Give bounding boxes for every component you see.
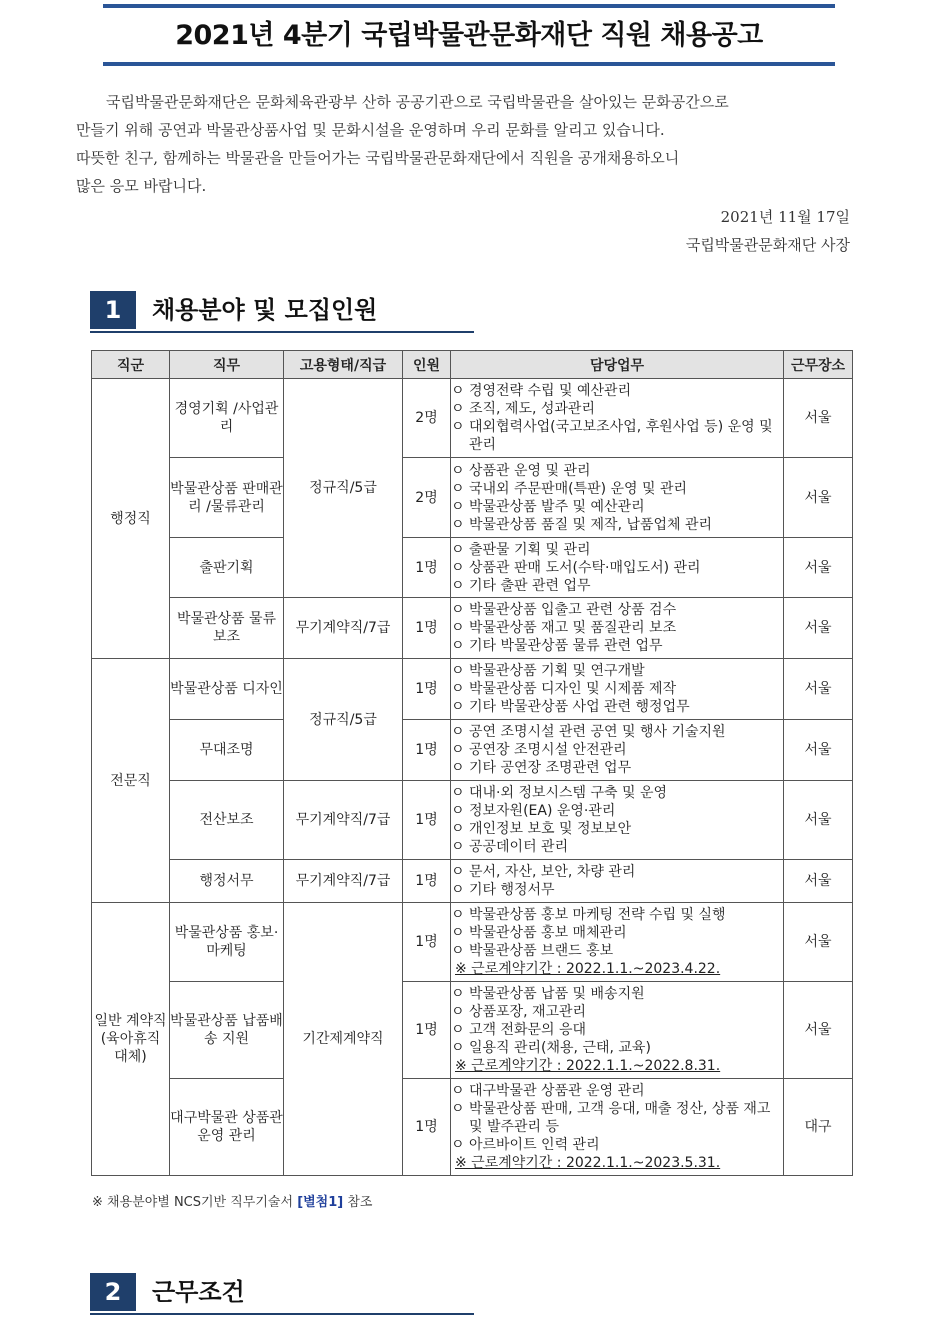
job-cell: 대구박물관 상품관 운영 관리	[170, 1079, 284, 1176]
header-duties: 담당업무	[451, 351, 784, 379]
place-cell: 서울	[784, 458, 853, 538]
group-cell: 전문직	[92, 659, 170, 903]
employment-cell: 기간제계약직	[284, 903, 403, 1176]
count-cell: 2명	[403, 458, 451, 538]
contract-period-note: ※ 근로계약기간 : 2022.1.1.~2023.5.31.	[455, 1155, 721, 1171]
table-header-row	[92, 351, 853, 379]
duty-item: ㅇ 기타 공연장 조명관련 업무	[451, 760, 632, 776]
duty-item: ㅇ 박물관상품 판매, 고객 응대, 매출 정산, 상품 재고 및 발주관리 등	[451, 1101, 771, 1135]
section-1-heading	[90, 291, 474, 335]
footnote-suffix: 참조	[347, 1195, 373, 1210]
employment-cell: 무기계약직/7급	[284, 860, 403, 903]
duty-item: ㅇ 기타 박물관상품 물류 관련 업무	[451, 638, 663, 654]
duty-item: ㅇ 박물관상품 재고 및 품질관리 보조	[451, 620, 677, 636]
table-row	[92, 860, 853, 903]
job-cell: 행정서무	[170, 860, 284, 903]
count-cell: 1명	[403, 659, 451, 720]
duty-item: ㅇ 고객 전화문의 응대	[451, 1022, 587, 1038]
place-cell: 서울	[784, 379, 853, 458]
section-underline	[90, 331, 474, 333]
employment-cell: 무기계약직/7급	[284, 598, 403, 659]
place-cell: 서울	[784, 720, 853, 781]
count-cell: 1명	[403, 903, 451, 982]
job-cell: 박물관상품 물류 보조	[170, 598, 284, 659]
intro-line: 만들기 위해 공연과 박물관상품사업 및 문화시설을 운영하며 우리 문화를 알리고 있습니다.	[76, 121, 665, 139]
page-title: 2021년 4분기 국립박물관문화재단 직원 채용공고	[175, 20, 763, 51]
table-row	[92, 1079, 853, 1176]
intro-line: 많은 응모 바랍니다.	[76, 177, 207, 195]
duty-item: ㅇ 대외협력사업(국고보조사업, 후원사업 등) 운영 및 관리	[451, 419, 773, 453]
duties-cell	[451, 379, 784, 458]
group-cell: 일반 계약직 (육아휴직 대체)	[92, 903, 170, 1176]
duty-item: ㅇ 공공데이터 관리	[451, 839, 569, 855]
duty-item: ㅇ 박물관상품 발주 및 예산관리	[451, 498, 645, 515]
duties-cell	[451, 598, 784, 659]
duty-item: ㅇ 기타 출판 관련 업무	[451, 577, 591, 594]
section-title: 채용분야 및 모집인원	[152, 296, 378, 324]
duty-item: ㅇ 출판물 기획 및 관리	[451, 541, 591, 558]
duty-item: ㅇ 공연 조명시설 관련 공연 및 행사 기술지원	[451, 724, 726, 740]
section-number: 1	[90, 291, 136, 329]
count-cell: 1명	[403, 598, 451, 659]
place-cell: 서울	[784, 860, 853, 903]
table-row	[92, 598, 853, 659]
intro-paragraph	[76, 88, 851, 200]
duty-item: ㅇ 일용직 관리(채용, 근태, 교육)	[451, 1040, 651, 1056]
table-row	[92, 538, 853, 598]
header-place: 근무장소	[784, 351, 853, 379]
duty-item: ㅇ 박물관상품 브랜드 홍보	[451, 943, 614, 959]
duty-item: ㅇ 정보자원(EA) 운영·관리	[451, 803, 616, 819]
job-cell: 박물관상품 판매관리 /물류관리	[170, 458, 284, 538]
place-cell: 서울	[784, 781, 853, 860]
duty-item: ㅇ 상품관 운영 및 관리	[451, 462, 591, 479]
job-cell: 전산보조	[170, 781, 284, 860]
count-cell: 1명	[403, 982, 451, 1079]
duties-cell	[451, 458, 784, 538]
duty-item: ㅇ 박물관상품 품질 및 제작, 납품업체 관리	[451, 516, 713, 533]
footnote-prefix: ※ 채용분야별 NCS기반 직무기술서	[92, 1195, 294, 1210]
job-cell: 무대조명	[170, 720, 284, 781]
count-cell: 1명	[403, 1079, 451, 1176]
signature: 국립박물관문화재단 사장	[685, 236, 850, 254]
place-cell: 대구	[784, 1079, 853, 1176]
place-cell: 서울	[784, 982, 853, 1079]
job-cell: 경영기획 /사업관리	[170, 379, 284, 458]
duty-item: ㅇ 박물관상품 입출고 관련 상품 검수	[451, 602, 677, 618]
title-block	[103, 4, 835, 66]
duties-cell	[451, 720, 784, 781]
place-cell: 서울	[784, 903, 853, 982]
attachment-reference: [별첨1]	[297, 1195, 344, 1210]
duty-item: ㅇ 박물관상품 기획 및 연구개발	[451, 663, 645, 679]
table-row	[92, 379, 853, 458]
header-job: 직무	[170, 351, 284, 379]
title-bottom-rule	[103, 62, 835, 66]
table-row	[92, 903, 853, 982]
header-count: 인원	[403, 351, 451, 379]
header-group: 직군	[92, 351, 170, 379]
employment-cell: 정규직/5급	[284, 659, 403, 781]
count-cell: 1명	[403, 781, 451, 860]
contract-period-note: ※ 근로계약기간 : 2022.1.1.~2023.4.22.	[455, 961, 721, 977]
duty-item: ㅇ 기타 박물관상품 사업 관련 행정업무	[451, 699, 690, 715]
duty-item: ㅇ 개인정보 보호 및 정보보안	[451, 821, 632, 837]
section-number: 2	[90, 1273, 136, 1311]
duties-cell	[451, 659, 784, 720]
intro-line: 국립박물관문화재단은 문화체육관광부 산하 공공기관으로 국립박물관을 살아있는 문화공간으로	[106, 93, 729, 111]
job-cell: 박물관상품 홍보·마케팅	[170, 903, 284, 982]
duties-cell	[451, 781, 784, 860]
recruitment-table	[91, 350, 853, 1176]
duty-item: ㅇ 대구박물관 상품관 운영 관리	[451, 1083, 645, 1099]
duty-item: ㅇ 대내·외 정보시스템 구축 및 운영	[451, 785, 668, 801]
duty-item: ㅇ 아르바이트 인력 관리	[451, 1137, 600, 1153]
job-cell: 박물관상품 납품배송 지원	[170, 982, 284, 1079]
table-row	[92, 720, 853, 781]
duty-item: ㅇ 공연장 조명시설 안전관리	[451, 742, 627, 758]
place-cell: 서울	[784, 598, 853, 659]
employment-cell: 무기계약직/7급	[284, 781, 403, 860]
duties-cell	[451, 1079, 784, 1176]
duty-item: ㅇ 상품관 판매 도서(수탁·매입도서) 관리	[451, 559, 701, 576]
employment-cell: 정규직/5급	[284, 379, 403, 598]
table-row	[92, 458, 853, 538]
group-cell: 행정직	[92, 379, 170, 659]
duty-item: ㅇ 국내외 주문판매(특판) 운영 및 관리	[451, 480, 688, 497]
count-cell: 2명	[403, 379, 451, 458]
table-row	[92, 659, 853, 720]
duty-item: ㅇ 상품포장, 재고관리	[451, 1004, 587, 1020]
section-title: 근무조건	[152, 1278, 245, 1306]
intro-line: 따뜻한 친구, 함께하는 박물관을 만들어가는 국립박물관문화재단에서 직원을 공개채용하오니	[76, 149, 680, 167]
section-underline	[90, 1313, 474, 1315]
duty-item: ㅇ 경영전략 수립 및 예산관리	[451, 383, 632, 399]
duty-item: ㅇ 박물관상품 홍보 마케팅 전략 수립 및 실행	[451, 907, 726, 923]
duty-item: ㅇ 조직, 제도, 성과관리	[451, 401, 595, 417]
duty-item: ㅇ 박물관상품 홍보 매체관리	[451, 925, 627, 941]
place-cell: 서울	[784, 659, 853, 720]
duty-item: ㅇ 박물관상품 납품 및 배송지원	[451, 986, 645, 1002]
announcement-date: 2021년 11월 17일	[720, 208, 850, 226]
duties-cell	[451, 982, 784, 1079]
duties-cell	[451, 860, 784, 903]
contract-period-note: ※ 근로계약기간 : 2022.1.1.~2022.8.31.	[455, 1058, 721, 1074]
duties-cell	[451, 538, 784, 598]
table-row	[92, 781, 853, 860]
job-cell: 박물관상품 디자인	[170, 659, 284, 720]
table-row	[92, 982, 853, 1079]
duty-item: ㅇ 박물관상품 디자인 및 시제품 제작	[451, 681, 677, 697]
count-cell: 1명	[403, 860, 451, 903]
section-2-heading	[90, 1273, 474, 1317]
count-cell: 1명	[403, 720, 451, 781]
job-cell: 출판기획	[170, 538, 284, 598]
ncs-footnote	[92, 1191, 373, 1210]
count-cell: 1명	[403, 538, 451, 598]
place-cell: 서울	[784, 538, 853, 598]
header-employment: 고용형태/직급	[284, 351, 403, 379]
duties-cell	[451, 903, 784, 982]
duty-item: ㅇ 기타 행정서무	[451, 882, 555, 898]
title-top-rule	[103, 4, 835, 8]
duty-item: ㅇ 문서, 자산, 보안, 차량 관리	[451, 864, 636, 880]
